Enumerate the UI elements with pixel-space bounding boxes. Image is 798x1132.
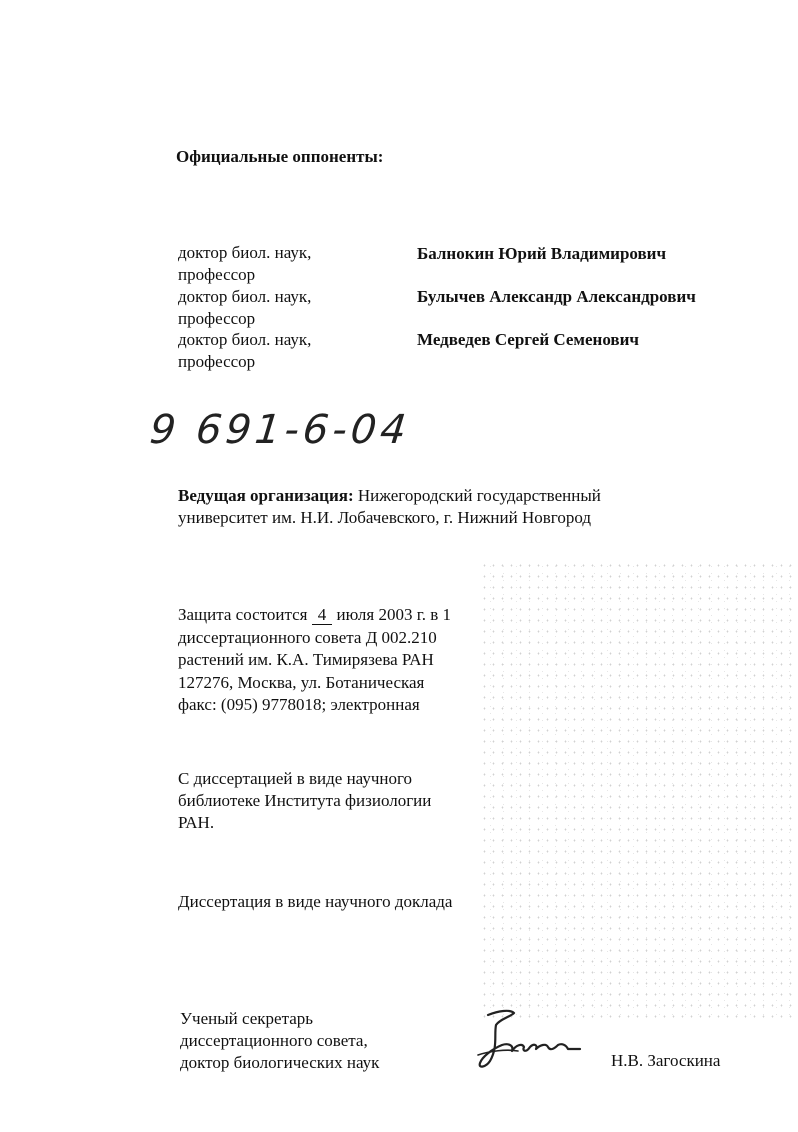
opponent-2-rank: профессор — [178, 308, 256, 328]
opponent-3-name: Медведев Сергей Семенович — [417, 330, 639, 349]
library-info — [178, 768, 431, 834]
defense-line1-pre: Защита состоится — [178, 605, 308, 624]
defense-line4: 127276, Москва, ул. Ботаническая — [178, 672, 425, 692]
lead-organization — [178, 485, 601, 529]
opponent-1-degree: доктор биол. наук, — [178, 243, 312, 262]
defense-line5: факс: (095) 9778018; электронная — [178, 695, 420, 714]
lead-org-line1: Нижегородский государственный — [357, 486, 601, 505]
secretary-line2: диссертационного совета, — [180, 1031, 368, 1050]
lead-org-label: Ведущая организация: — [178, 486, 354, 505]
opponent-3-degree: доктор биол. наук, — [178, 330, 312, 349]
opponent-1-name: Балнокин Юрий Владимирович — [417, 244, 667, 263]
defense-line3: растений им. К.А. Тимирязева РАН — [178, 650, 434, 669]
opponent-3-title — [178, 329, 311, 372]
scan-noise — [480, 560, 798, 1020]
secretary-line1: Ученый секретарь — [180, 1009, 314, 1028]
defense-line1 — [178, 604, 451, 627]
defense-day: 4 — [312, 606, 333, 625]
secretary-block — [180, 1008, 379, 1074]
secretary-name: Н.В. Загоскина — [611, 1051, 721, 1070]
lead-org-line2: университет им. Н.И. Лобачевского, г. Нижний Новгород — [178, 508, 591, 527]
library-line1: С диссертацией в виде научного — [178, 769, 413, 788]
opponent-1-title — [178, 242, 311, 285]
opponent-3-rank: профессор — [178, 351, 256, 371]
library-line2: библиотеке Института физиологии — [178, 791, 432, 810]
opponents-heading: Официальные оппоненты: — [176, 147, 384, 166]
library-line3: РАН. — [178, 813, 215, 832]
secretary-line3: доктор биологических наук — [180, 1053, 380, 1072]
opponent-2-title — [178, 286, 311, 329]
opponent-2-name: Булычев Александр Александрович — [417, 287, 696, 306]
handwritten-number: 9 691-6-04 — [147, 407, 413, 453]
opponent-1-rank: профессор — [178, 264, 256, 284]
distributed-info: Диссертация в виде научного доклада — [178, 892, 453, 911]
defense-line1-post: июля 2003 г. в 1 — [336, 605, 452, 624]
signature-icon — [470, 1005, 595, 1075]
defense-line2: диссертационного совета Д 002.210 — [178, 627, 437, 647]
opponent-2-degree: доктор биол. наук, — [178, 287, 312, 306]
defense-info — [178, 604, 451, 717]
